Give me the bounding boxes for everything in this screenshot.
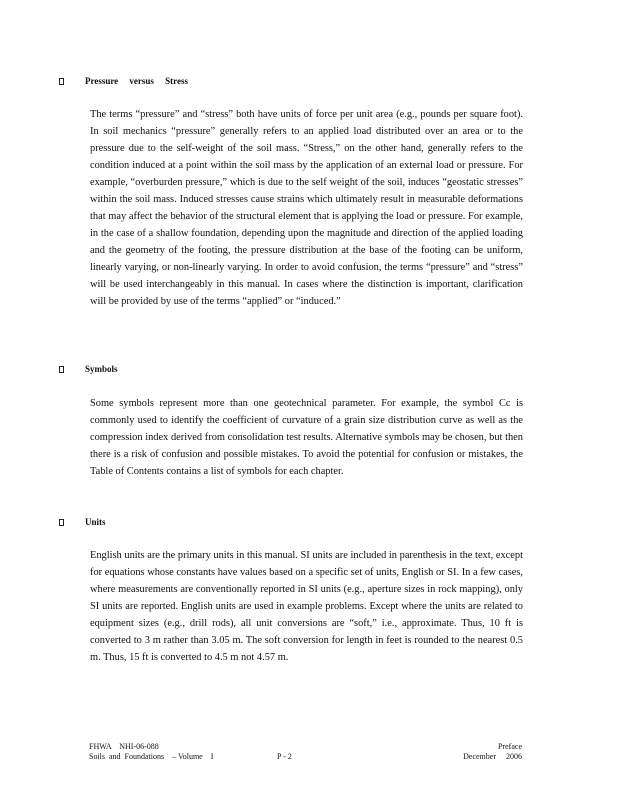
footer-section: Preface <box>498 742 522 751</box>
footer-doc-title: Soils and Foundations – Volume I <box>89 752 214 761</box>
section-heading-pressure-stress <box>59 76 188 86</box>
section-heading-symbols <box>59 364 118 374</box>
heading-text: Units <box>85 517 106 527</box>
paragraph-pressure-stress: The terms “pressure” and “stress” both have units of force per unit area (e.g., pounds per square foot). In soil mechanics “pressure” generally refers to an applied load distributed over an area or to the pressure due to the self-weight of the soil mass. “Stress,” on the other hand, generally refers to the condition induced at a point within the soil mass by the application of an external load or pressure. For example, “overburden pressure,” which is due to the self weight of the soil, induces “geostatic stresses” within the soil mass. Induced stresses cause strains which ultimately result in measurable deformations that may affect the behavior of the structural element that is applying the load or pressure. For example, in the case of a shallow foundation, depending upon the magnitude and direction of the applied loading and the geometry of the footing, the pressure distribution at the base of the footing can be uniform, linearly varying, or non-linearly varying. In order to avoid confusion, the terms “pressure” and “stress” will be used interchangeably in this manual. In cases where the distinction is important, clarification will be provided by use of the terms “applied” or “induced.” <box>90 109 523 307</box>
footer-page-number: P - 2 <box>277 752 292 761</box>
footer-doc-id: FHWA NHI-06-088 <box>89 742 159 751</box>
bullet-box-icon <box>59 366 64 373</box>
heading-text: Symbols <box>85 364 118 374</box>
footer-date: December 2006 <box>463 752 522 761</box>
heading-text: Pressure versus Stress <box>85 76 188 86</box>
footer-right <box>463 742 522 762</box>
paragraph-units: English units are the primary units in this manual. SI units are included in parenthesis in the text, except for equations whose constants have values based on a specific set of units, English or SI. In a few cases, where measurements are conventionally reported in SI units (e.g., aperture sizes in rock mapping), only SI units are reported. English units are used in example problems. Except where the units are related to equipment sizes (e.g., drill rods), all unit conversions are “soft,” i.e., approximate. Thus, 10 ft is converted to 3 m rather than 3.05 m. The soft conversion for length in feet is rounded to the nearest 0.5 m. Thus, 15 ft is converted to 4.5 m not 4.57 m. <box>90 550 523 663</box>
footer-left <box>89 742 213 762</box>
paragraph-symbols: Some symbols represent more than one geotechnical parameter. For example, the symbol Cc is commonly used to identify the coefficient of curvature of a grain size distribution curve as well as the compression index derived from consolidation test results. Alternative symbols may be chosen, but then there is a risk of confusion and possible mistakes. To avoid the potential for confusion or mistakes, the Table of Contents contains a list of symbols for each chapter. <box>90 398 523 477</box>
section-heading-units <box>59 517 106 527</box>
bullet-box-icon <box>59 78 64 85</box>
bullet-box-icon <box>59 519 64 526</box>
